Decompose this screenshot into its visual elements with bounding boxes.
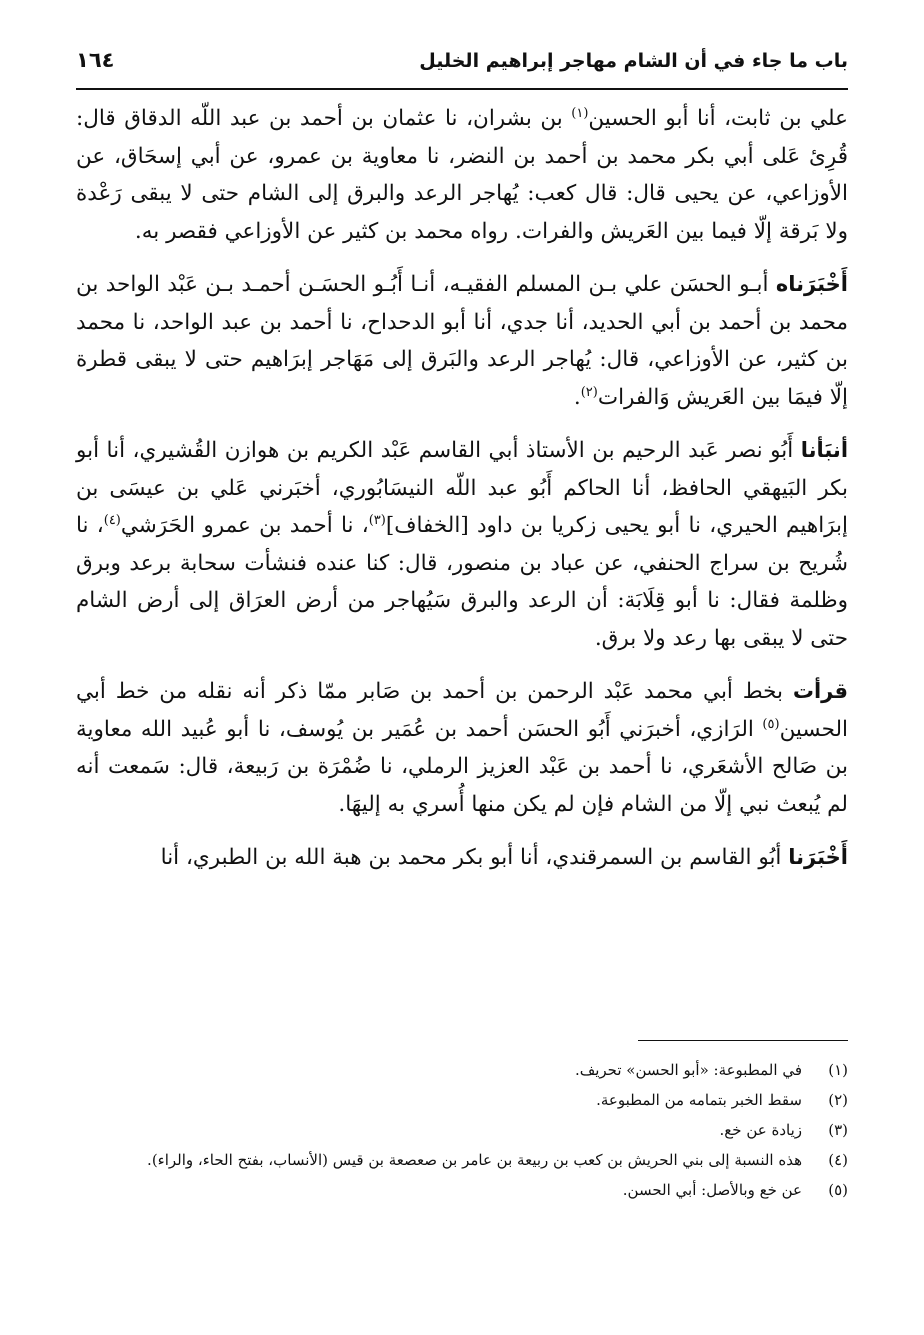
footnote-item — [76, 1088, 848, 1112]
footnote-ref: (٢) — [580, 384, 598, 400]
footnote-divider — [638, 1040, 848, 1041]
footnote-item — [76, 1118, 848, 1142]
footnote-number: (٤) — [828, 1151, 848, 1169]
footnote-text: سقط الخبر بتمامه من المطبوعة. — [596, 1091, 802, 1109]
footnote-text: زيادة عن خع. — [719, 1121, 802, 1139]
paragraph-text: بخط أبي محمد عَبْد الرحمن بن أحمد بن صَابر ممّا ذكر أنه نقله من خط أبي الحسين — [76, 679, 848, 742]
footnote-item — [76, 1178, 848, 1202]
paragraph-3 — [76, 432, 848, 657]
chapter-title: باب ما جاء في أن الشام مهاجر إبراهيم الخليل — [419, 50, 848, 72]
footnote-number: (١) — [828, 1061, 848, 1079]
paragraph-text: أبُو القاسم بن السمرقندي، أنا أبو بكر محمد بن هبة الله بن الطبري، أنا — [160, 845, 789, 870]
paragraph-lead: أَخْبَرَنا — [788, 845, 848, 869]
paragraph-text: الرَازي، أخبرَني أَبُو الحسَن أحمد بن عُمَير بن يُوسف، نا أبو عُبيد الله معاوية بن صَالح الأشعَري، نا أحمد بن عَبْد العزيز الرملي، نا ضُمْرَة بن رَبيعة، قال: سَمعت أنه لم يُبعث نبي إلّا من الشام فإن لم يكن منها أُسري به إليهَا. — [76, 716, 848, 817]
paragraph-lead: قرأت — [792, 679, 848, 703]
paragraph-text: أبـو الحسَن علي بـن المسلم الفقيـه، أنـا أَبُـو الحسَـن أحمـد بـن عَبْد الواحد بن محمد بن أحمد بن أبي الحديد، أنا جدي، أنا أبو الدحداح، نا أحمد بن عبد الواحد، نا محمد بن كثير، عن الأوزاعي، قال: يُهاجر الرعد والبَرق إلى مَهَاجر إبرَاهيم حتى لا يبقى قطرة إلّا فيمَا بين العَريش وَالفرات — [76, 272, 848, 410]
footnote-text: في المطبوعة: «أبو الحسن» تحريف. — [574, 1061, 802, 1079]
footnote-number: (٥) — [828, 1181, 848, 1199]
page-number: ١٦٤ — [76, 48, 115, 72]
paragraph-lead: أنبَأنا — [800, 438, 849, 462]
footnote-number: (٣) — [828, 1121, 848, 1139]
footnotes — [76, 1058, 848, 1208]
paragraph-text: ، نا أحمد بن عمرو الحَرَشي — [120, 513, 369, 538]
footnote-ref: (٣) — [368, 512, 386, 528]
header-divider — [76, 88, 848, 90]
footnote-text: هذه النسبة إلى بني الحريش بن كعب بن ربيعة بن عامر بن صعصعة بن قيس (الأنساب، بفتح الحاء، والراء). — [147, 1151, 802, 1169]
footnote-ref: (١) — [571, 105, 589, 121]
footnote-number: (٢) — [828, 1091, 848, 1109]
paragraph-5 — [76, 839, 848, 877]
paragraph-text: علي بن ثابت، أنا أبو الحسين — [588, 106, 848, 131]
footnote-ref: (٤) — [103, 512, 121, 528]
footnote-item — [76, 1058, 848, 1082]
footnote-ref: (٥) — [762, 716, 780, 732]
paragraph-lead: أَخْبَرَناه — [775, 272, 848, 296]
paragraph-2 — [76, 266, 848, 416]
paragraph-4 — [76, 673, 848, 823]
paragraph-text: بن بشران، نا عثمان بن أحمد بن عبد اللّه الدقاق قال: قُرِئ عَلى أبي بكر محمد بن أحمد بن النضر، نا معاوية بن عمرو، عن أبي إسحَاق، عن الأوزاعي، عن يحيى قال: قال كعب: يُهاجر الرعد والبرق إلى الشام حتى لا يبقى رَعْدة ولا بَرقة إلّا فيما بين العَريش والفرات. رواه محمد بن كثير عن الأوزاعي فقصر به. — [76, 106, 848, 244]
page-header — [76, 40, 848, 84]
footnote-text: عن خع وبالأصل: أبي الحسن. — [622, 1181, 802, 1199]
footnote-item — [76, 1148, 848, 1172]
main-text — [76, 100, 848, 893]
paragraph-text: . — [573, 384, 581, 410]
paragraph-text: ، نا شُريح بن سراج الحنفي، عن عباد بن منصور، قال: كنا عنده فنشأت سحابة برعد وبرق وظلمة فقال: نا أبو قِلَابَة: أن الرعد والبرق سَيُهاجر من أرض العرَاق إلى أرض الشام حتى لا يبقى بها رعد ولا برق. — [76, 513, 848, 651]
paragraph-text: أَبُو نصر عَبد الرحيم بن الأستاذ أبي القاسم عَبْد الكريم بن هوازن القُشيري، أنا أبو بكر البَيهقي الحافظ، أنا الحاكم أَبُو عبد اللّه النيسَابُوري، أخبَرني عَلي بن عيسَى بن إبرَاهيم الحيري، نا أبو يحيى زكريا بن داود [الخفاف] — [76, 438, 848, 538]
paragraph-1 — [76, 100, 848, 250]
